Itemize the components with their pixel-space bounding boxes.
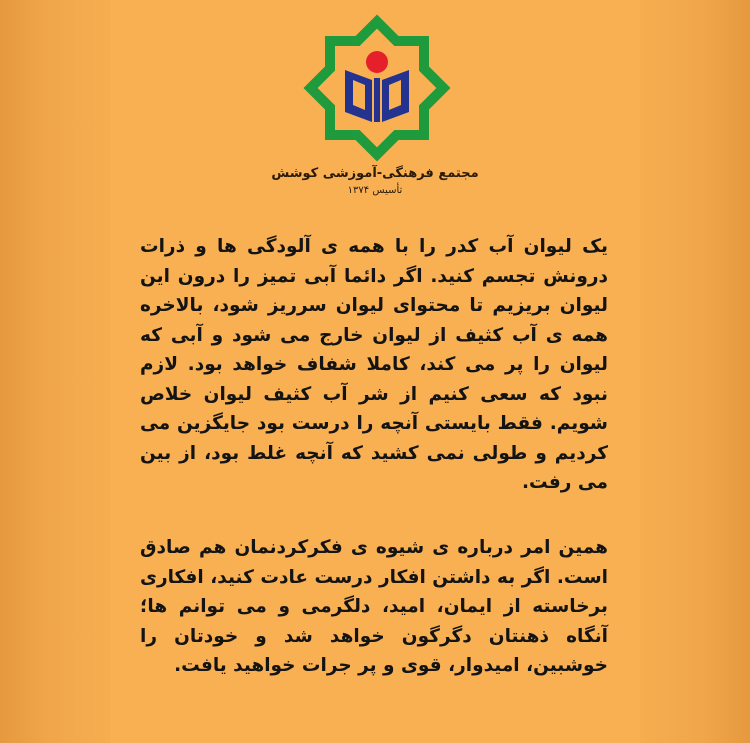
book-star-logo-icon: [297, 8, 457, 168]
left-edge-shadow: [0, 0, 110, 743]
founded-year: تأسیس ۱۳۷۴: [347, 185, 403, 196]
right-edge-shadow: [640, 0, 750, 743]
paragraph-1: یک لیوان آب کدر را با همه ی آلودگی ها و ذرات درونش تجسم کنید. اگر دائما آبی تمیز را درون این لیوان بریزیم تا محتوای لیوان سرریز شود، بالاخره همه ی آب کثیف از لیوان خارج می شود و آبی که لیوان را پر می کند، کاملا شفاف خواهد بود. لازم نبود که سعی کنیم از شر آب کثیف لیوان خلاص شویم. فقط بایستی آنچه را درست بود جایگزین می کردیم و طولی نمی کشید که آنچه غلط بود، از بین می رفت.: [140, 236, 608, 493]
post-card: [110, 0, 640, 743]
org-name: مجتمع فرهنگی-آموزشی کوشش: [271, 166, 479, 181]
paragraph-2: همین امر درباره ی شیوه ی فکرکردنمان هم صادق است. اگر به داشتن افکار درست عادت کنید، افکاری برخاسته از ایمان، امید، دلگرمی و می توانم ها؛ آنگاه ذهنتان دگرگون خواهد شد و خودتان را خوشبین، امیدوار، قوی و پر جرات خواهید یافت.: [140, 537, 608, 676]
